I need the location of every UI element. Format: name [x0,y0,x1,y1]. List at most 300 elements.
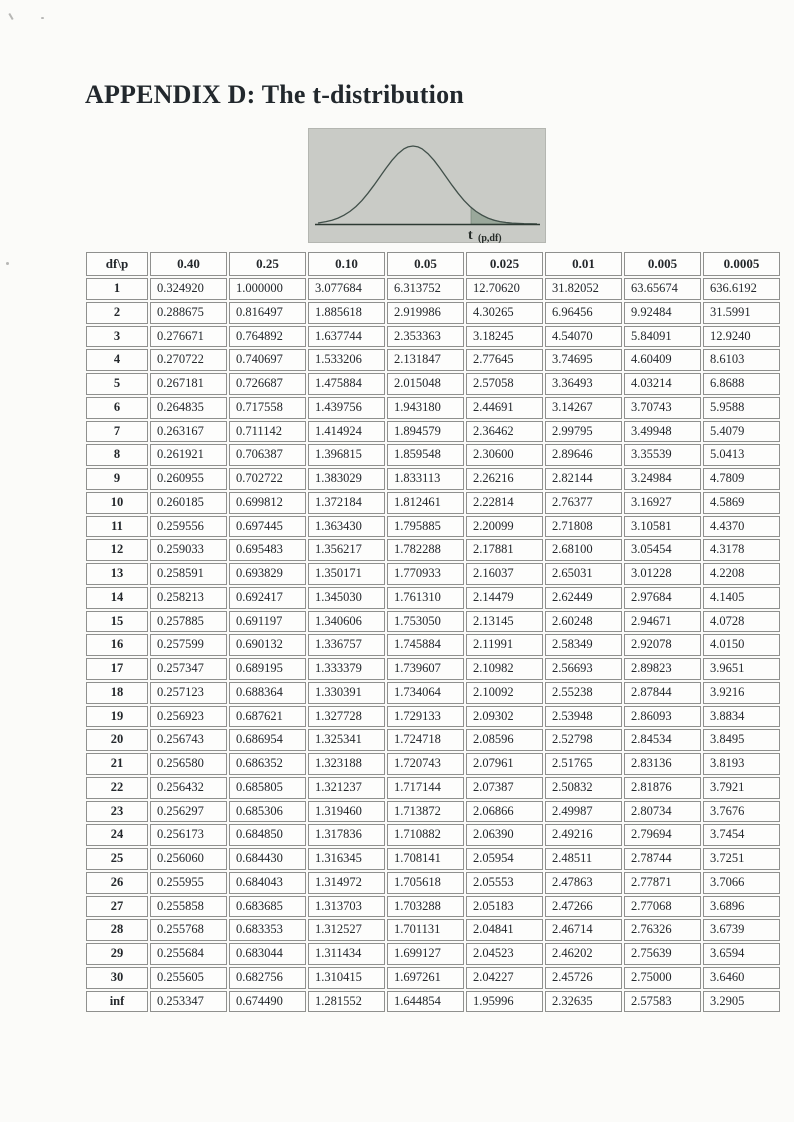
table-row [86,373,780,395]
t-value-cell: 3.9651 [703,658,780,680]
p-value-header: 0.40 [150,252,227,276]
t-value-cell: 0.253347 [150,991,227,1013]
t-value-cell: 1.697261 [387,967,464,989]
t-value-cell: 2.05954 [466,848,543,870]
t-value-cell: 1.708141 [387,848,464,870]
t-value-cell: 1.95996 [466,991,543,1013]
t-value-cell: 0.686352 [229,753,306,775]
t-value-cell: 2.04227 [466,967,543,989]
t-distribution-figure [308,128,546,243]
t-value-cell: 0.255605 [150,967,227,989]
t-value-cell: 1.713872 [387,801,464,823]
t-value-cell: 2.94671 [624,611,701,633]
t-value-cell: 2.04841 [466,919,543,941]
t-value-cell: 1.319460 [308,801,385,823]
t-value-cell: 3.7066 [703,872,780,894]
t-value-cell: 3.70743 [624,397,701,419]
t-value-cell: 2.79694 [624,824,701,846]
t-value-cell: 2.52798 [545,729,622,751]
t-value-cell: 2.05553 [466,872,543,894]
t-value-cell: 1.943180 [387,397,464,419]
t-value-cell: 2.56693 [545,658,622,680]
t-value-cell: 1.761310 [387,587,464,609]
t-value-cell: 0.685805 [229,777,306,799]
df-cell: 23 [86,801,148,823]
t-value-cell: 1.637744 [308,326,385,348]
t-value-cell: 2.57058 [466,373,543,395]
t-value-cell: 2.53948 [545,706,622,728]
t-value-cell: 5.0413 [703,444,780,466]
t-value-cell: 4.4370 [703,516,780,538]
df-cell: 1 [86,278,148,300]
df-cell: 30 [86,967,148,989]
table-row [86,278,780,300]
t-value-cell: 2.78744 [624,848,701,870]
t-value-cell: 1.720743 [387,753,464,775]
t-value-cell: 12.9240 [703,326,780,348]
t-value-cell: 0.256060 [150,848,227,870]
t-value-cell: 0.255684 [150,943,227,965]
t-value-cell: 0.255955 [150,872,227,894]
t-value-cell: 2.75000 [624,967,701,989]
table-row [86,587,780,609]
t-value-cell: 2.77645 [466,349,543,371]
t-value-cell: 2.83136 [624,753,701,775]
table-row [86,682,780,704]
t-value-cell: 1.333379 [308,658,385,680]
table-row [86,801,780,823]
t-value-cell: 2.82144 [545,468,622,490]
df-cell: 14 [86,587,148,609]
t-value-cell: 0.257347 [150,658,227,680]
t-value-cell: 1.312527 [308,919,385,941]
t-value-cell: 1.313703 [308,896,385,918]
table-row [86,919,780,941]
table-row [86,397,780,419]
t-value-cell: 2.58349 [545,634,622,656]
t-value-cell: 0.691197 [229,611,306,633]
t-value-cell: 8.6103 [703,349,780,371]
t-value-cell: 0.256743 [150,729,227,751]
t-value-cell: 0.270722 [150,349,227,371]
t-value-cell: 1.894579 [387,421,464,443]
t-value-cell: 6.8688 [703,373,780,395]
t-value-cell: 2.77871 [624,872,701,894]
t-value-cell: 2.13145 [466,611,543,633]
t-value-cell: 1.314972 [308,872,385,894]
t-value-cell: 0.717558 [229,397,306,419]
t-value-cell: 1.345030 [308,587,385,609]
table-row [86,848,780,870]
table-row [86,539,780,561]
t-value-cell: 1.340606 [308,611,385,633]
table-row [86,611,780,633]
t-value-cell: 0.257885 [150,611,227,633]
t-value-cell: 2.49987 [545,801,622,823]
t-value-cell: 2.22814 [466,492,543,514]
t-value-cell: 0.682756 [229,967,306,989]
df-cell: 4 [86,349,148,371]
t-value-cell: 4.2208 [703,563,780,585]
table-row [86,516,780,538]
t-value-cell: 3.35539 [624,444,701,466]
p-value-header: 0.05 [387,252,464,276]
t-value-cell: 2.57583 [624,991,701,1013]
t-value-cell: 0.686954 [229,729,306,751]
df-cell: 20 [86,729,148,751]
t-value-cell: 0.276671 [150,326,227,348]
t-value-cell: 0.690132 [229,634,306,656]
t-value-cell: 2.20099 [466,516,543,538]
scan-mark [8,13,13,20]
df-cell: 16 [86,634,148,656]
t-value-cell: 3.9216 [703,682,780,704]
scan-mark [6,262,9,265]
t-value-cell: 9.92484 [624,302,701,324]
t-value-cell: 1.724718 [387,729,464,751]
t-value-cell: 2.07961 [466,753,543,775]
t-value-cell: 1.317836 [308,824,385,846]
t-value-cell: 0.685306 [229,801,306,823]
t-value-cell: 2.14479 [466,587,543,609]
t-value-cell: 0.256580 [150,753,227,775]
t-value-cell: 2.49216 [545,824,622,846]
t-value-cell: 2.71808 [545,516,622,538]
t-value-cell: 0.674490 [229,991,306,1013]
t-value-cell: 1.439756 [308,397,385,419]
t-value-cell: 1.705618 [387,872,464,894]
t-value-cell: 3.10581 [624,516,701,538]
t-value-cell: 2.919986 [387,302,464,324]
t-value-cell: 2.75639 [624,943,701,965]
t-value-cell: 0.259033 [150,539,227,561]
t-value-cell: 2.48511 [545,848,622,870]
table-row [86,349,780,371]
t-value-cell: 5.9588 [703,397,780,419]
t-value-cell: 3.6594 [703,943,780,965]
t-value-cell: 0.264835 [150,397,227,419]
t-value-cell: 0.256297 [150,801,227,823]
t-value-cell: 2.50832 [545,777,622,799]
t-value-cell: 2.10092 [466,682,543,704]
t-value-cell: 0.693829 [229,563,306,585]
t-value-cell: 2.46714 [545,919,622,941]
t-value-cell: 2.32635 [545,991,622,1013]
t-value-cell: 0.697445 [229,516,306,538]
t-value-cell: 1.321237 [308,777,385,799]
t-value-cell: 0.689195 [229,658,306,680]
df-cell: 13 [86,563,148,585]
t-value-cell: 3.8495 [703,729,780,751]
t-value-cell: 2.16037 [466,563,543,585]
t-value-cell: 2.47863 [545,872,622,894]
t-value-cell: 3.7454 [703,824,780,846]
t-value-cell: 0.688364 [229,682,306,704]
df-cell: 24 [86,824,148,846]
df-cell: 9 [86,468,148,490]
t-value-cell: 1.734064 [387,682,464,704]
t-value-cell: 3.05454 [624,539,701,561]
t-value-cell: 3.01228 [624,563,701,585]
t-value-cell: 1.396815 [308,444,385,466]
t-value-cell: 1.336757 [308,634,385,656]
t-value-cell: 0.816497 [229,302,306,324]
t-value-cell: 2.08596 [466,729,543,751]
t-value-cell: 3.36493 [545,373,622,395]
t-value-cell: 2.44691 [466,397,543,419]
t-value-cell: 1.363430 [308,516,385,538]
t-value-cell: 2.87844 [624,682,701,704]
t-value-cell: 2.60248 [545,611,622,633]
t-value-cell: 2.47266 [545,896,622,918]
t-value-cell: 1.323188 [308,753,385,775]
t-value-cell: 0.256923 [150,706,227,728]
t-value-cell: 0.259556 [150,516,227,538]
t-value-cell: 4.7809 [703,468,780,490]
p-value-header: 0.025 [466,252,543,276]
t-value-cell: 2.86093 [624,706,701,728]
t-value-cell: 6.313752 [387,278,464,300]
t-value-cell: 2.81876 [624,777,701,799]
t-value-cell: 2.80734 [624,801,701,823]
p-value-header: 0.0005 [703,252,780,276]
t-value-cell: 3.24984 [624,468,701,490]
t-value-cell: 31.5991 [703,302,780,324]
df-cell: 15 [86,611,148,633]
t-value-cell: 0.263167 [150,421,227,443]
t-value-cell: 2.353363 [387,326,464,348]
t-value-cell: 4.5869 [703,492,780,514]
t-value-cell: 1.699127 [387,943,464,965]
t-value-cell: 0.260185 [150,492,227,514]
t-value-cell: 1.745884 [387,634,464,656]
t-value-cell: 1.330391 [308,682,385,704]
t-value-cell: 3.8193 [703,753,780,775]
t-value-cell: 0.258591 [150,563,227,585]
t-value-cell: 0.699812 [229,492,306,514]
table-row [86,777,780,799]
t-value-cell: 2.92078 [624,634,701,656]
t-value-cell: 0.740697 [229,349,306,371]
t-value-cell: 0.261921 [150,444,227,466]
t-value-cell: 2.99795 [545,421,622,443]
t-value-cell: 4.30265 [466,302,543,324]
t-value-cell: 63.65674 [624,278,701,300]
t-value-cell: 3.7676 [703,801,780,823]
t-value-cell: 5.84091 [624,326,701,348]
table-row [86,468,780,490]
t-value-cell: 2.015048 [387,373,464,395]
t-value-cell: 3.18245 [466,326,543,348]
df-cell: 8 [86,444,148,466]
t-value-cell: 2.30600 [466,444,543,466]
t-value-cell: 3.077684 [308,278,385,300]
df-cell: inf [86,991,148,1013]
table-row [86,302,780,324]
t-value-cell: 1.812461 [387,492,464,514]
table-row [86,943,780,965]
t-value-cell: 1.644854 [387,991,464,1013]
table-row [86,824,780,846]
t-value-cell: 2.10982 [466,658,543,680]
t-value-cell: 0.702722 [229,468,306,490]
t-value-cell: 1.475884 [308,373,385,395]
t-value-cell: 2.05183 [466,896,543,918]
t-value-cell: 0.288675 [150,302,227,324]
t-value-cell: 6.96456 [545,302,622,324]
df-cell: 11 [86,516,148,538]
df-cell: 2 [86,302,148,324]
p-value-header: 0.01 [545,252,622,276]
t-value-cell: 1.383029 [308,468,385,490]
axis-label-sub: (p,df) [478,233,502,243]
t-value-cell: 0.260955 [150,468,227,490]
t-value-cell: 0.683044 [229,943,306,965]
t-value-cell: 2.89646 [545,444,622,466]
t-value-cell: 1.356217 [308,539,385,561]
t-value-cell: 2.84534 [624,729,701,751]
scan-mark [41,17,44,19]
t-value-cell: 4.0150 [703,634,780,656]
t-value-cell: 1.350171 [308,563,385,585]
df-cell: 26 [86,872,148,894]
df-cell: 6 [86,397,148,419]
t-value-cell: 12.70620 [466,278,543,300]
t-value-cell: 0.687621 [229,706,306,728]
t-value-cell: 4.54070 [545,326,622,348]
t-value-cell: 636.6192 [703,278,780,300]
df-cell: 22 [86,777,148,799]
t-value-cell: 2.07387 [466,777,543,799]
t-value-cell: 2.131847 [387,349,464,371]
t-value-cell: 0.256432 [150,777,227,799]
t-value-cell: 0.692417 [229,587,306,609]
t-value-cell: 1.729133 [387,706,464,728]
t-value-cell: 1.000000 [229,278,306,300]
t-value-cell: 3.6739 [703,919,780,941]
table-row [86,421,780,443]
t-value-cell: 3.8834 [703,706,780,728]
t-value-cell: 3.7921 [703,777,780,799]
t-value-cell: 2.68100 [545,539,622,561]
df-cell: 5 [86,373,148,395]
t-value-cell: 0.706387 [229,444,306,466]
t-value-cell: 1.795885 [387,516,464,538]
p-value-header: 0.005 [624,252,701,276]
t-value-cell: 3.6460 [703,967,780,989]
df-cell: 17 [86,658,148,680]
t-value-cell: 2.46202 [545,943,622,965]
t-value-cell: 4.60409 [624,349,701,371]
t-value-cell: 1.372184 [308,492,385,514]
table-row [86,896,780,918]
table-row [86,729,780,751]
t-value-cell: 1.739607 [387,658,464,680]
t-value-cell: 2.11991 [466,634,543,656]
t-value-cell: 1.533206 [308,349,385,371]
t-value-cell: 1.316345 [308,848,385,870]
t-value-cell: 1.311434 [308,943,385,965]
t-value-cell: 0.255768 [150,919,227,941]
table-row [86,967,780,989]
table-row [86,872,780,894]
df-cell: 28 [86,919,148,941]
t-value-cell: 4.1405 [703,587,780,609]
t-value-cell: 2.51765 [545,753,622,775]
t-table [84,250,782,1014]
t-value-cell: 2.76377 [545,492,622,514]
t-value-cell: 4.3178 [703,539,780,561]
t-value-cell: 0.257599 [150,634,227,656]
t-value-cell: 1.310415 [308,967,385,989]
t-value-cell: 0.764892 [229,326,306,348]
t-value-cell: 0.258213 [150,587,227,609]
t-value-cell: 2.89823 [624,658,701,680]
bell-curve-line [318,146,537,224]
table-row [86,706,780,728]
df-cell: 25 [86,848,148,870]
df-cell: 3 [86,326,148,348]
t-value-cell: 2.45726 [545,967,622,989]
df-cell: 18 [86,682,148,704]
t-value-cell: 1.717144 [387,777,464,799]
t-value-cell: 1.703288 [387,896,464,918]
page-title: APPENDIX D: The t-distribution [85,80,464,109]
df-cell: 29 [86,943,148,965]
df-cell: 21 [86,753,148,775]
t-value-cell: 3.14267 [545,397,622,419]
table-row [86,658,780,680]
t-value-cell: 2.55238 [545,682,622,704]
t-value-cell: 2.62449 [545,587,622,609]
t-value-cell: 0.684043 [229,872,306,894]
table-row [86,444,780,466]
df-cell: 19 [86,706,148,728]
t-value-cell: 2.97684 [624,587,701,609]
t-value-cell: 3.2905 [703,991,780,1013]
t-value-cell: 0.695483 [229,539,306,561]
t-value-cell: 4.03214 [624,373,701,395]
t-value-cell: 1.782288 [387,539,464,561]
t-value-cell: 4.0728 [703,611,780,633]
t-value-cell: 0.684430 [229,848,306,870]
t-value-cell: 0.711142 [229,421,306,443]
axis-label-t: t [468,228,473,243]
t-value-cell: 2.76326 [624,919,701,941]
t-value-cell: 1.701131 [387,919,464,941]
t-value-cell: 5.4079 [703,421,780,443]
t-value-cell: 2.77068 [624,896,701,918]
t-value-cell: 2.04523 [466,943,543,965]
df-cell: 27 [86,896,148,918]
t-value-cell: 2.36462 [466,421,543,443]
t-value-cell: 1.414924 [308,421,385,443]
table-row [86,753,780,775]
t-value-cell: 0.255858 [150,896,227,918]
t-value-cell: 3.6896 [703,896,780,918]
t-value-cell: 0.726687 [229,373,306,395]
t-value-cell: 2.09302 [466,706,543,728]
t-value-cell: 0.324920 [150,278,227,300]
header-row [86,252,780,276]
df-cell: 7 [86,421,148,443]
t-value-cell: 0.256173 [150,824,227,846]
table-body [86,278,780,1012]
t-value-cell: 0.257123 [150,682,227,704]
t-value-cell: 1.327728 [308,706,385,728]
t-value-cell: 2.26216 [466,468,543,490]
t-value-cell: 2.06866 [466,801,543,823]
